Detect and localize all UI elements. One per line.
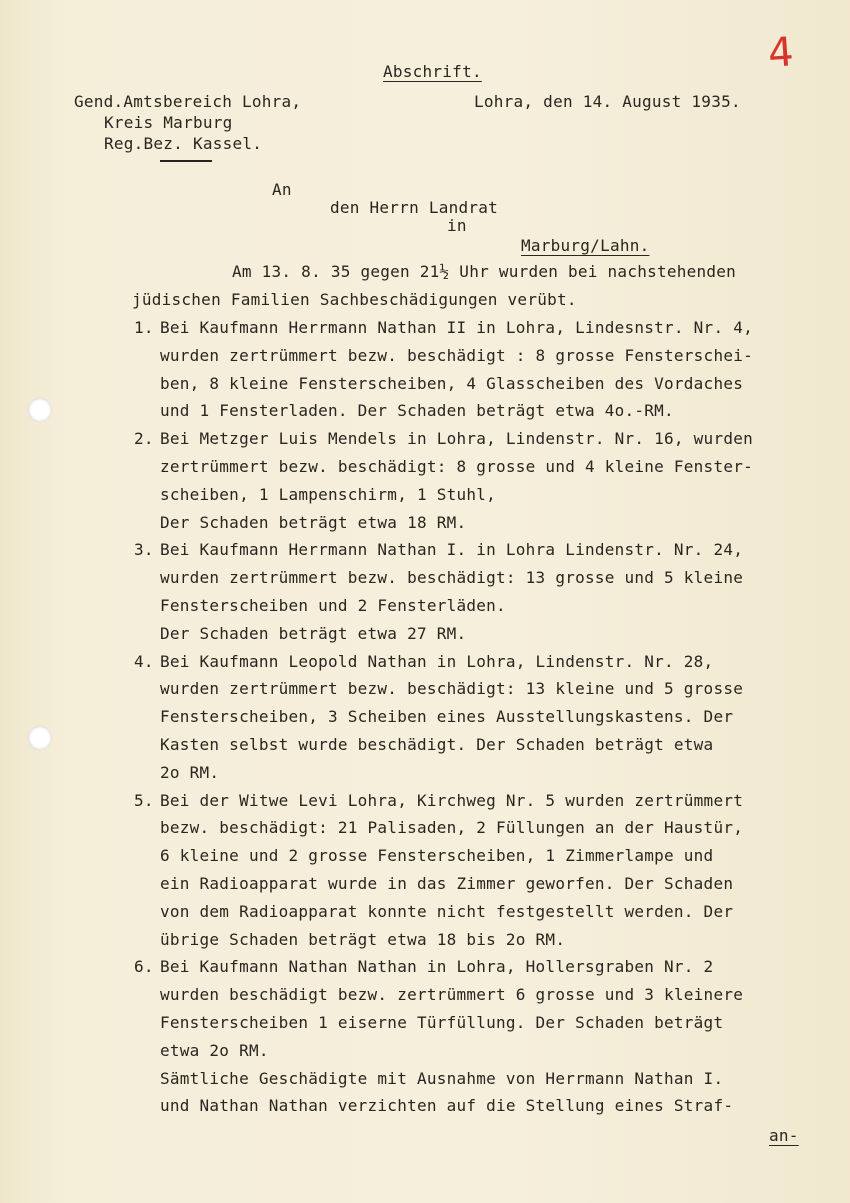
item-line: von dem Radioapparat konnte nicht festgestellt werden. Der: [160, 901, 734, 921]
closing-line: Sämtliche Geschädigte mit Ausnahme von Herrmann Nathan I.: [160, 1068, 724, 1088]
punch-hole-top: [28, 398, 52, 422]
item-line: 6 kleine und 2 grosse Fensterscheiben, 1 Zimmerlampe und: [160, 846, 714, 866]
sender-rule: [160, 160, 212, 162]
intro-line: Am 13. 8. 35 gegen 21½ Uhr wurden bei nachstehenden: [232, 262, 737, 281]
item-line: Der Schaden beträgt etwa 18 RM.: [160, 512, 467, 532]
continuation-mark: an-: [769, 1126, 799, 1145]
item-line: Bei Kaufmann Nathan Nathan in Lohra, Hollersgraben Nr. 2: [160, 957, 714, 977]
item-line: ein Radioapparat wurde in das Zimmer geworfen. Der Schaden: [160, 874, 734, 893]
item-number: 3.: [134, 540, 154, 560]
item-line: und 1 Fensterladen. Der Schaden beträgt etwa 4o.-RM.: [160, 401, 674, 421]
item-line: scheiben, 1 Lampenschirm, 1 Stuhl,: [160, 484, 497, 504]
item-line: Bei Kaufmann Herrmann Nathan I. in Lohra Lindenstr. Nr. 24,: [160, 540, 744, 560]
item-line: übrige Schaden beträgt etwa 18 bis 2o RM.: [160, 929, 566, 949]
item-number: 5.: [134, 790, 154, 810]
intro-line: jüdischen Familien Sachbeschädigungen verübt.: [132, 290, 577, 309]
item-number: 2.: [134, 429, 154, 449]
item-line: Der Schaden beträgt etwa 27 RM.: [160, 623, 467, 643]
item-line: bezw. beschädigt: 21 Palisaden, 2 Füllungen an der Haustür,: [160, 818, 744, 838]
sender-line-2: Kreis Marburg: [104, 113, 233, 132]
item-line: wurden zertrümmert bezw. beschädigt : 8 grosse Fensterschei-: [160, 345, 753, 365]
item-line: Fensterscheiben 1 eiserne Türfüllung. Der Schaden beträgt: [160, 1013, 724, 1032]
item-line: etwa 2o RM.: [160, 1040, 269, 1060]
recipient-an: An: [272, 180, 292, 199]
item-line: Bei Kaufmann Leopold Nathan in Lohra, Lindenstr. Nr. 28,: [160, 651, 714, 671]
item-line: wurden beschädigt bezw. zertrümmert 6 grosse und 3 kleinere: [160, 985, 744, 1005]
item-line: wurden zertrümmert bezw. beschädigt: 13 grosse und 5 kleine: [160, 568, 744, 588]
item-line: Kasten selbst wurde beschädigt. Der Schaden beträgt etwa: [160, 735, 714, 754]
page-number: 4: [766, 29, 796, 77]
closing-line: und Nathan Nathan verzichten auf die Stellung eines Straf-: [160, 1096, 734, 1116]
sender-line-1: Gend.Amtsbereich Lohra,: [74, 92, 302, 111]
sender-line-3: Reg.Bez. Kassel.: [104, 134, 263, 153]
punch-hole-bottom: [28, 726, 52, 750]
item-number: 1.: [134, 318, 154, 337]
item-line: Bei Metzger Luis Mendels in Lohra, Lindenstr. Nr. 16, wurden: [160, 429, 753, 449]
item-line: Fensterscheiben, 3 Scheiben eines Ausstellungskastens. Der: [160, 707, 734, 727]
item-line: zertrümmert bezw. beschädigt: 8 grosse und 4 kleine Fenster-: [160, 457, 753, 476]
recipient-city: Marburg/Lahn.: [521, 236, 650, 255]
document-title: Abschrift.: [383, 62, 482, 81]
item-line: wurden zertrümmert bezw. beschädigt: 13 kleine und 5 grosse: [160, 679, 744, 699]
item-line: 2o RM.: [160, 762, 220, 782]
item-number: 4.: [134, 651, 154, 671]
recipient-in: in: [447, 216, 467, 235]
recipient-name: den Herrn Landrat: [330, 198, 499, 217]
item-line: Bei Kaufmann Herrmann Nathan II in Lohra, Lindesnstr. Nr. 4,: [160, 318, 753, 337]
item-line: Fensterscheiben und 2 Fensterläden.: [160, 596, 506, 615]
item-number: 6.: [134, 957, 154, 977]
date-line: Lohra, den 14. August 1935.: [474, 92, 741, 111]
item-line: ben, 8 kleine Fensterscheiben, 4 Glasscheiben des Vordaches: [160, 373, 744, 393]
item-line: Bei der Witwe Levi Lohra, Kirchweg Nr. 5 wurden zertrümmert: [160, 790, 744, 810]
